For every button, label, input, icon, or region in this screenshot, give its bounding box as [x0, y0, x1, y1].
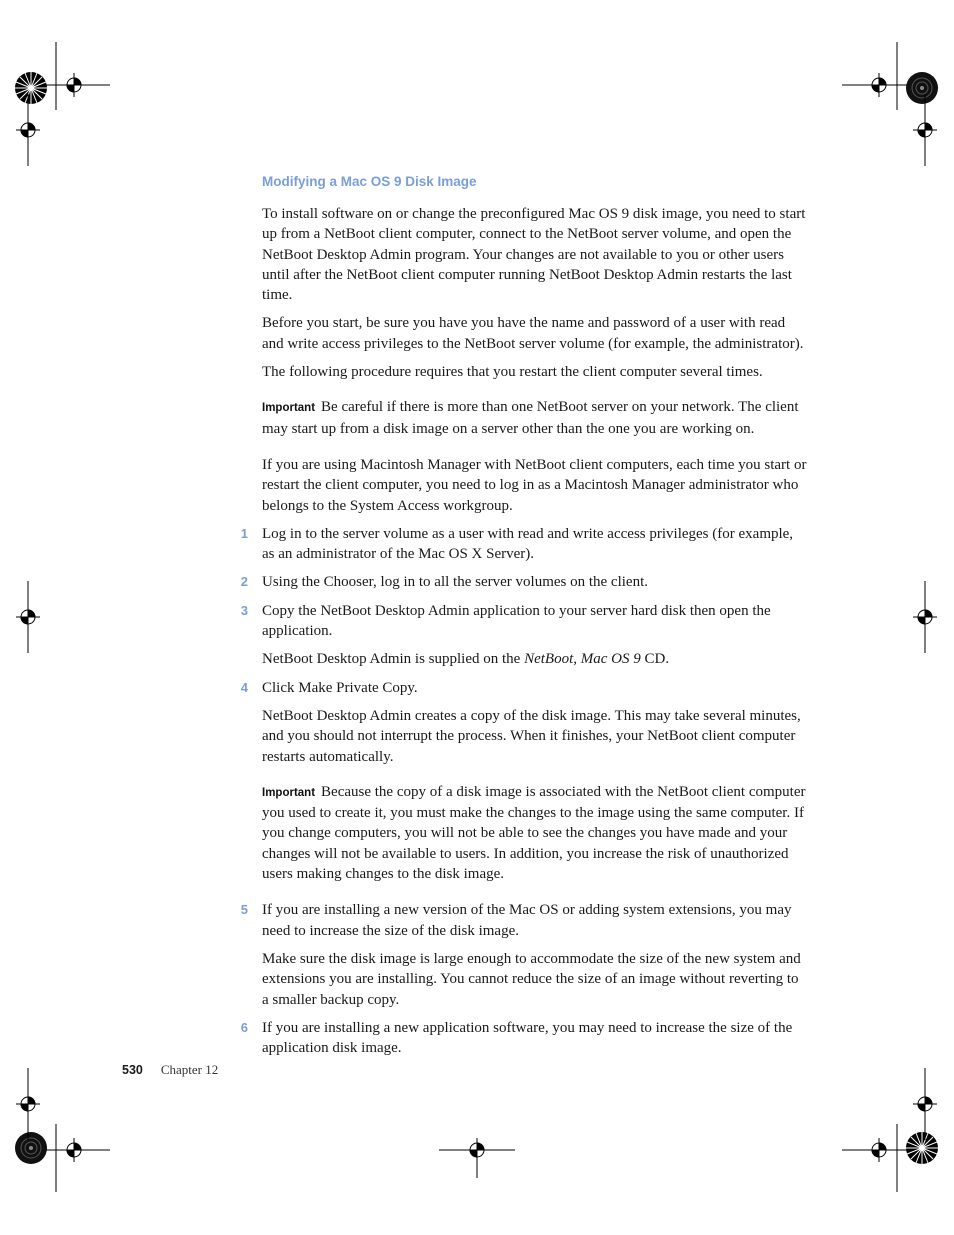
registration-target-icon — [867, 73, 891, 97]
registration-target-icon — [867, 1138, 891, 1162]
registration-target-icon — [913, 1068, 937, 1140]
important-note — [262, 397, 807, 439]
registration-target-icon — [16, 1068, 40, 1140]
step-note — [262, 649, 807, 669]
list-item — [240, 900, 807, 941]
intro-paragraph: To install software on or change the preconfigured Mac OS 9 disk image, you need to start up from a NetBoot client computer, connect to the NetBoot server volume, and open the NetBoot Desktop Admin program. Your changes are not available to you or other users until after the NetBoot client computer running NetBoot Desktop Admin restarts the last time. — [262, 206, 806, 304]
important-text: Because the copy of a disk image is associated with the NetBoot client computer you used to create it, you must make the changes to the image using the same computer. If you change computers, you will not be able to see the changes you have made and your changes will not be available to users. In addition, you increase the risk of unauthorized users making changes to the disk image. — [262, 783, 806, 883]
macintosh-manager-note: If you are using Macintosh Manager with NetBoot client computers, each time you start or restart the client computer, you need to log in as a Macintosh Manager administrator who belongs to the System Access workgroup. — [262, 456, 807, 514]
chapter-label: Chapter 12 — [160, 1062, 219, 1077]
step-text: If you are installing a new version of the Mac OS or adding system extensions, you may need to increase the size of the disk image. — [262, 902, 792, 939]
starburst-icon — [15, 1132, 47, 1164]
important-text: Be careful if there is more than one NetBoot server on your network. The client may start up from a disk image on a server other than the one you are working on. — [262, 399, 799, 437]
step-note-text: NetBoot Desktop Admin is supplied on the — [262, 651, 525, 668]
registration-target-icon — [62, 1138, 86, 1162]
step-number: 4 — [240, 679, 248, 695]
page-body — [240, 170, 807, 1066]
registration-target-icon — [913, 94, 937, 166]
starburst-icon — [906, 72, 938, 104]
prerequisite-paragraph: Before you start, be sure you have you have the name and password of a user with read and write access privileges to the NetBoot server volume (for example, the administrator). — [262, 315, 804, 352]
section-heading: Modifying a Mac OS 9 Disk Image — [262, 174, 477, 189]
step-note: Make sure the disk image is large enough to accommodate the size of the new system and extensions you are installing. You cannot reduce the size of an image without reverting to a smaller backup copy. — [262, 950, 801, 1008]
step-number: 2 — [240, 574, 248, 590]
list-item — [240, 678, 807, 698]
list-item — [240, 601, 807, 642]
list-item — [240, 524, 807, 565]
step-text: Log in to the server volume as a user with read and write access privileges (for example, as an administrator of the Mac OS X Server). — [262, 525, 794, 563]
step-note: NetBoot Desktop Admin creates a copy of the disk image. This may take several minutes, and you should not interrupt the process. When it finishes, your NetBoot client computer restarts automatically. — [262, 707, 801, 765]
registration-target-icon — [16, 581, 40, 653]
page-footer — [122, 1062, 218, 1078]
registration-target-icon — [913, 581, 937, 653]
step-note-text: CD. — [640, 651, 670, 668]
starburst-icon — [15, 72, 47, 104]
registration-target-icon — [16, 94, 40, 166]
page-number: 530 — [122, 1063, 143, 1077]
step-number: 6 — [240, 1019, 248, 1035]
important-label: Important — [262, 786, 316, 799]
step-text: Using the Chooser, log in to all the server volumes on the client. — [262, 574, 648, 591]
step-number: 1 — [240, 525, 248, 541]
step-number: 3 — [240, 602, 248, 618]
registration-target-icon — [62, 73, 86, 97]
step-text: Click Make Private Copy. — [262, 679, 418, 696]
cd-title: NetBoot, Mac OS 9 — [524, 651, 641, 668]
step-text: If you are installing a new application software, you may need to increase the size of the application disk image. — [262, 1019, 793, 1057]
step-text: Copy the NetBoot Desktop Admin application to your server hard disk then open the application. — [262, 602, 771, 640]
step-number: 5 — [240, 902, 248, 918]
list-item — [240, 1018, 807, 1059]
starburst-icon — [906, 1132, 938, 1164]
restart-paragraph: The following procedure requires that you restart the client computer several times. — [262, 364, 763, 381]
important-note — [262, 782, 807, 884]
list-item — [240, 572, 807, 592]
important-label: Important — [262, 402, 316, 415]
registration-target-icon — [439, 1138, 515, 1178]
